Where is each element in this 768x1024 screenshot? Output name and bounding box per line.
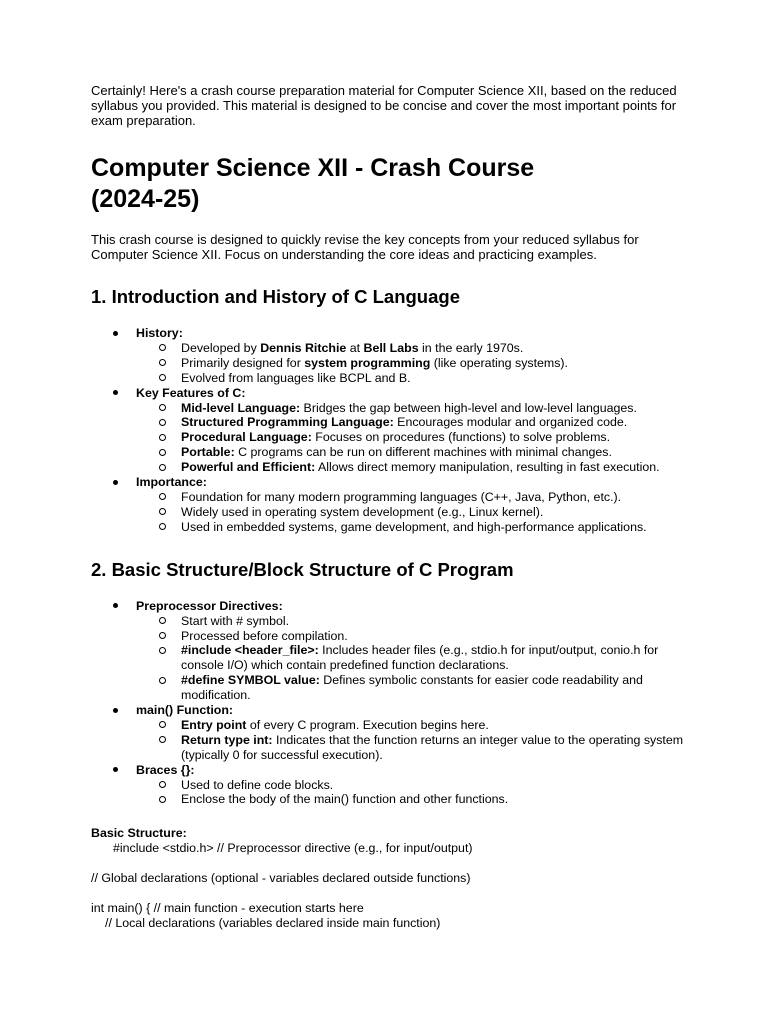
document-page [91,83,691,931]
features-item [91,386,691,475]
list-item: Entry point of every C program. Execution begins here. [136,718,691,733]
history-sublist [136,341,691,386]
circle-bullet-icon [159,677,166,684]
list-item: #define SYMBOL value: Defines symbolic constants for easier code readability and modification. [136,673,691,703]
list-item: Developed by Dennis Ritchie at Bell Labs in the early 1970s. [136,341,691,356]
preprocessor-item [91,599,691,703]
code-line: int main() { // main function - execution starts here [91,901,364,916]
list-item: Portable: C programs can be run on different machines with minimal changes. [136,445,691,460]
circle-bullet-icon [159,721,166,728]
circle-bullet-icon [159,404,166,411]
circle-bullet-icon [159,796,166,803]
list-item: Return type int: Indicates that the function returns an integer value to the operating system (typically 0 for successful execution). [136,733,691,763]
list-item: Foundation for many modern programming languages (C++, Java, Python, etc.). [136,490,691,505]
list-item: Primarily designed for system programming (like operating systems). [136,356,691,371]
section2-list [91,599,691,808]
list-item: Evolved from languages like BCPL and B. [136,371,691,386]
bullet-icon [113,331,118,336]
circle-bullet-icon [159,464,166,471]
section2-heading: 2. Basic Structure/Block Structure of C Program [91,558,514,580]
features-label: Key Features of C: [136,385,246,400]
bullet-icon [113,603,118,608]
history-label: History: [136,326,183,341]
importance-sublist [136,490,691,535]
circle-bullet-icon [159,736,166,743]
importance-item [91,475,691,535]
code-line: // Global declarations (optional - variables declared outside functions) [91,871,471,886]
circle-bullet-icon [159,647,166,654]
preprocessor-label: Preprocessor Directives: [136,598,283,613]
bullet-icon [113,390,118,395]
preprocessor-sublist [136,614,691,703]
main-function-label: main() Function: [136,703,234,718]
circle-bullet-icon [159,344,166,351]
page-title [91,153,691,215]
list-item: Enclose the body of the main() function and other functions. [136,792,691,807]
list-item: Widely used in operating system development (e.g., Linux kernel). [136,505,691,520]
list-item: Procedural Language: Focuses on procedures (functions) to solve problems. [136,430,691,445]
basic-structure-label: Basic Structure: [91,826,187,841]
circle-bullet-icon [159,781,166,788]
code-line: // Local declarations (variables declared inside main function) [105,916,441,931]
history-item [91,326,691,386]
list-item: Processed before compilation. [136,629,691,644]
main-function-item [91,703,691,763]
list-item: #include <header_file>: Includes header files (e.g., stdio.h for input/output, conio.h for console I/O) which contain predefined function declarations. [136,643,691,673]
code-line: #include <stdio.h> // Preprocessor directive (e.g., for input/output) [113,841,473,856]
circle-bullet-icon [159,617,166,624]
circle-bullet-icon [159,374,166,381]
intro-paragraph: Certainly! Here's a crash course preparation material for Computer Science XII, based on the reduced syllabus you provided. This material is designed to be concise and cover the most important points for exam preparation. [91,83,677,129]
circle-bullet-icon [159,434,166,441]
braces-sublist [136,778,691,808]
braces-item [91,763,691,808]
circle-bullet-icon [159,493,166,500]
circle-bullet-icon [159,419,166,426]
features-sublist [136,401,691,476]
list-item: Used in embedded systems, game development, and high-performance applications. [136,520,691,535]
main-function-sublist [136,718,691,763]
list-item: Used to define code blocks. [136,778,691,793]
bullet-icon [113,767,118,772]
section1-list [91,326,691,535]
braces-label: Braces {}: [136,762,195,777]
bullet-icon [113,708,118,713]
importance-label: Importance: [136,475,207,490]
list-item: Start with # symbol. [136,614,691,629]
circle-bullet-icon [159,523,166,530]
circle-bullet-icon [159,359,166,366]
circle-bullet-icon [159,632,166,639]
code-block [91,841,691,931]
list-item: Mid-level Language: Bridges the gap between high-level and low-level languages. [136,401,691,416]
section1-heading: 1. Introduction and History of C Language [91,286,460,308]
page-title-line1: Computer Science XII - Crash Course [91,153,535,182]
circle-bullet-icon [159,449,166,456]
list-item: Powerful and Efficient: Allows direct memory manipulation, resulting in fast execution. [136,460,691,475]
page-title-line2: (2024-25) [91,184,200,213]
list-item: Structured Programming Language: Encourages modular and organized code. [136,415,691,430]
bullet-icon [113,480,118,485]
course-description: This crash course is designed to quickly revise the key concepts from your reduced syllabus for Computer Science XII. Focus on understanding the core ideas and practicing examples. [91,231,639,262]
circle-bullet-icon [159,508,166,515]
